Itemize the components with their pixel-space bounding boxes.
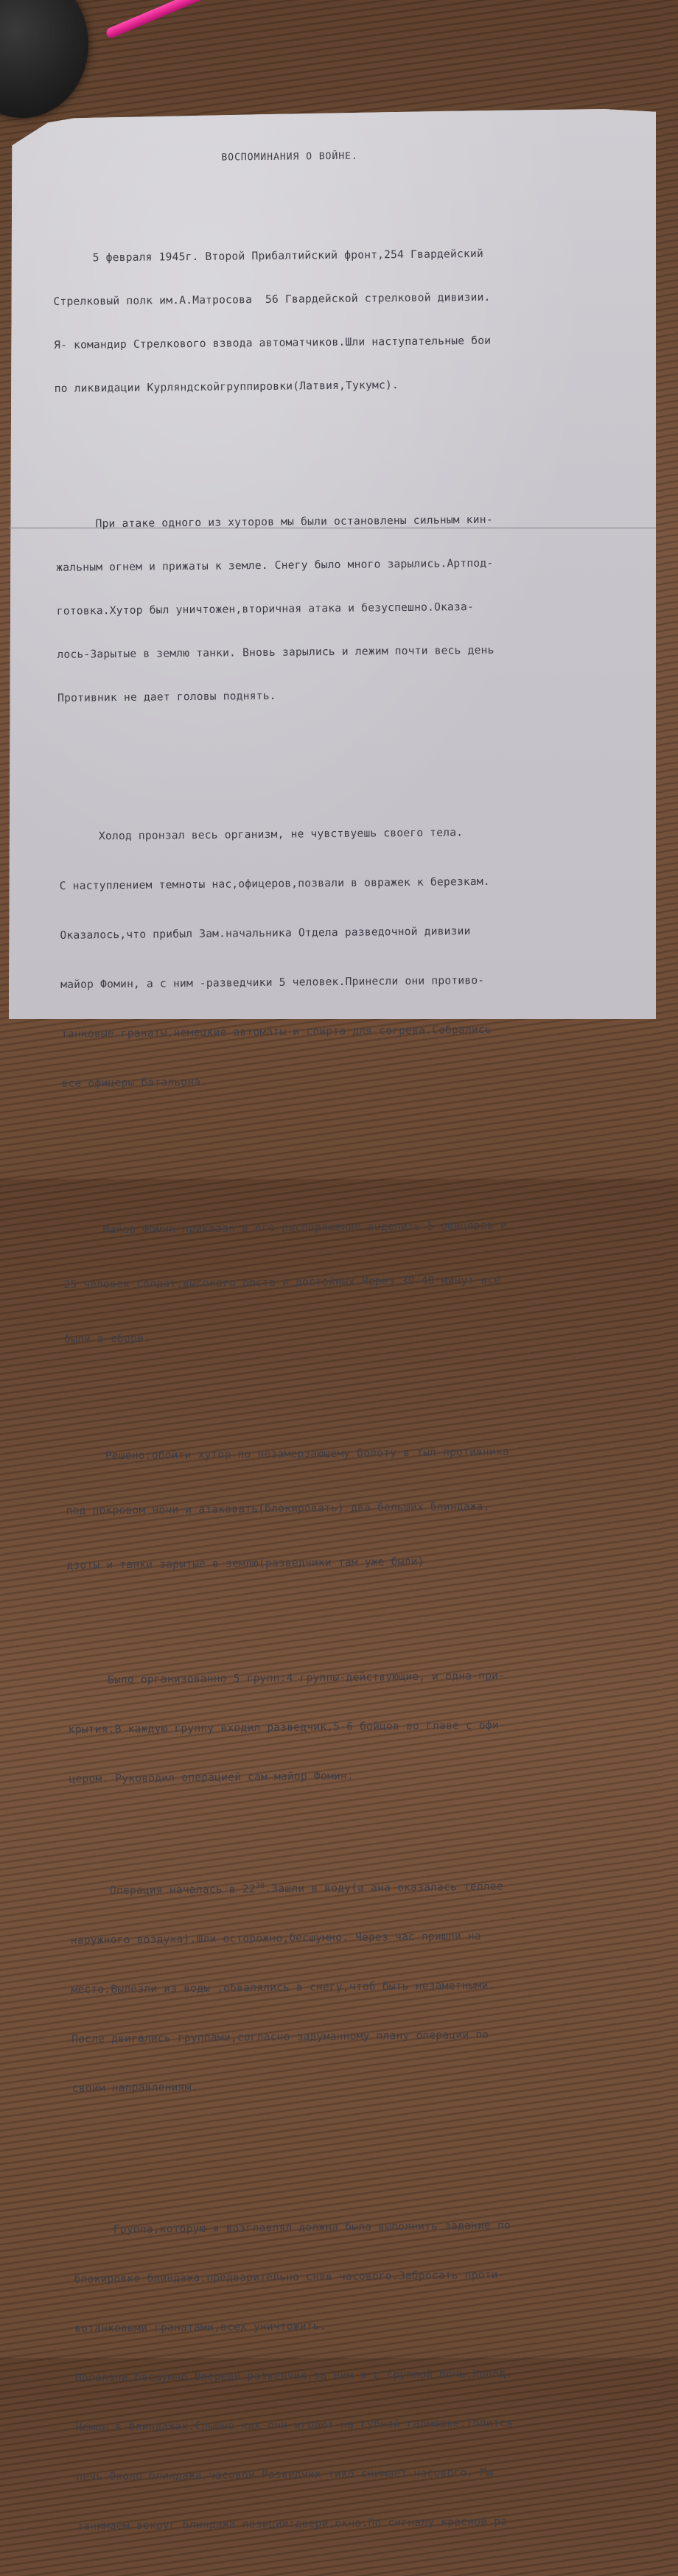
text-line: цером. Руководил операцией сам майор Фомин. <box>69 1769 354 1785</box>
text-line: Стрелковый полк им.А.Матросова 56 Гвардейской стрелковой дивизии. <box>53 290 491 308</box>
text-line: Поползли,бесшумно.Впереди разведчик,за ним я с группой.Ночь.Холод. <box>74 2367 513 2384</box>
pink-pen <box>105 0 245 39</box>
paragraph-4 <box>63 1184 665 1379</box>
text-line: готовка.Хутор был уничтожен,вторичная атака и безуспешно.Оказа- <box>56 601 475 617</box>
text-line <box>70 1872 671 1903</box>
superscript-minutes: 30 <box>255 1882 265 1891</box>
text-line: Майор Фомин приказал в его распоряжение выделить 5 офицеров и <box>63 1219 507 1236</box>
text-line: лось-Зарытые в землю танки. Вновь зарылись и лежим почти весь день <box>57 643 494 661</box>
text-line: место.Вылезли из воды ,обвалялись в снегу,чтоб быть незаметными. <box>71 1978 495 1996</box>
text-line: наружного воздуха).Шли осторожно,бесшумно. Через час пришли на <box>70 1930 481 1947</box>
paragraph-5 <box>65 1410 668 1606</box>
paragraph-7 <box>70 1847 674 2126</box>
text-fragment: .Зашли в воду(а ана оказалась теплее <box>265 1880 503 1896</box>
text-line: Оказалось,что прибыл Зам.начальника Отдела разведочной дивизии <box>60 925 471 942</box>
text-line: Холод пронзал весь организм, не чувствуешь своего тела. <box>58 826 464 843</box>
text-fragment: Операция началась в 22 <box>69 1883 256 1897</box>
text-line: Немцы в блиндажах.Слышно как они играют на губной гармошке.Топится <box>75 2416 513 2434</box>
text-line: крытия.В каждую группу входил разведчик,5-6 бойцов во главе с офи- <box>68 1718 506 1736</box>
text-line: своим направлениям. <box>71 2081 198 2095</box>
document-title: ВОСПОМИНАНИЯ О ВОЙНЕ. <box>221 150 358 164</box>
text-line: вотанковыми гранатами,всех уничтожить. <box>74 2320 326 2335</box>
text-line: Противник не дает головы поднять. <box>57 689 276 704</box>
paragraph-1 <box>52 217 655 423</box>
dark-round-object <box>0 0 88 118</box>
text-line: были в сборе. <box>64 1331 151 1345</box>
paragraph-2 <box>55 483 658 732</box>
text-line: При атаке одного из хуторов мы были остановлены сильным кин- <box>55 513 493 531</box>
text-line: танковые гранаты,немецкие автоматы и спирта для согрева.Собрались <box>60 1023 492 1040</box>
text-line: под покровом ночи и атаковать(блокировать) два больших блиндажа, <box>66 1499 490 1517</box>
text-line: по ликвидации Курляндскойгруппировки(Латвия,Тукумс). <box>54 379 399 395</box>
paragraph-3 <box>59 793 663 1121</box>
text-line: Группа,которую я возглавлял должна была выполнить задание по <box>73 2219 511 2236</box>
text-line: Решено:обойти хутор по незамерзающему болоту в тыл противника <box>65 1445 509 1463</box>
text-line: все офицеры батальона. <box>61 1075 208 1090</box>
text-line: блокировке блиндажа,предварительно сняв часового.Забросать проти- <box>74 2268 505 2286</box>
text-line: майор Фомин, а с ним -разведчики 5 человек.Принесли они противо- <box>60 973 485 991</box>
text-line: жальным огнем и прижаты к земле. Снегу было много зарылись.Артпод- <box>56 556 494 574</box>
text-line: дзоты и танки зарытые в землю(разведчики там уже были) <box>66 1555 424 1572</box>
text-line: После двигались группами,согласно задуманному плану операции по <box>71 2028 489 2045</box>
paragraph-6 <box>68 1637 670 1816</box>
text-line: 25 человек солдат,высокого роста и достойных.Через 30-40 минут все <box>63 1273 501 1291</box>
text-line: Я- командир Стрелкового взвода автоматчиков.Шли наступательные бои <box>53 334 492 351</box>
text-line: печь.Около блиндажа часовой.Разведчик тико снимает часового. Мы <box>76 2465 494 2483</box>
text-line: С наступлением темноты нас,офицеров,позвали в овражек к березкам. <box>59 875 490 892</box>
paragraph-8 <box>73 2186 677 2563</box>
text-line: 5 февраля 1945г. Второй Прибалтийский фронт,254 Гвардейский <box>52 247 484 265</box>
text-line: Было организованно 5 групп:4 группы-действующие, и одна-при- <box>67 1669 506 1687</box>
document-text <box>52 122 678 2575</box>
text-line: занимаем вокруг блиндажа позиции:двери,окна.По сигналу красной ра <box>76 2515 508 2533</box>
